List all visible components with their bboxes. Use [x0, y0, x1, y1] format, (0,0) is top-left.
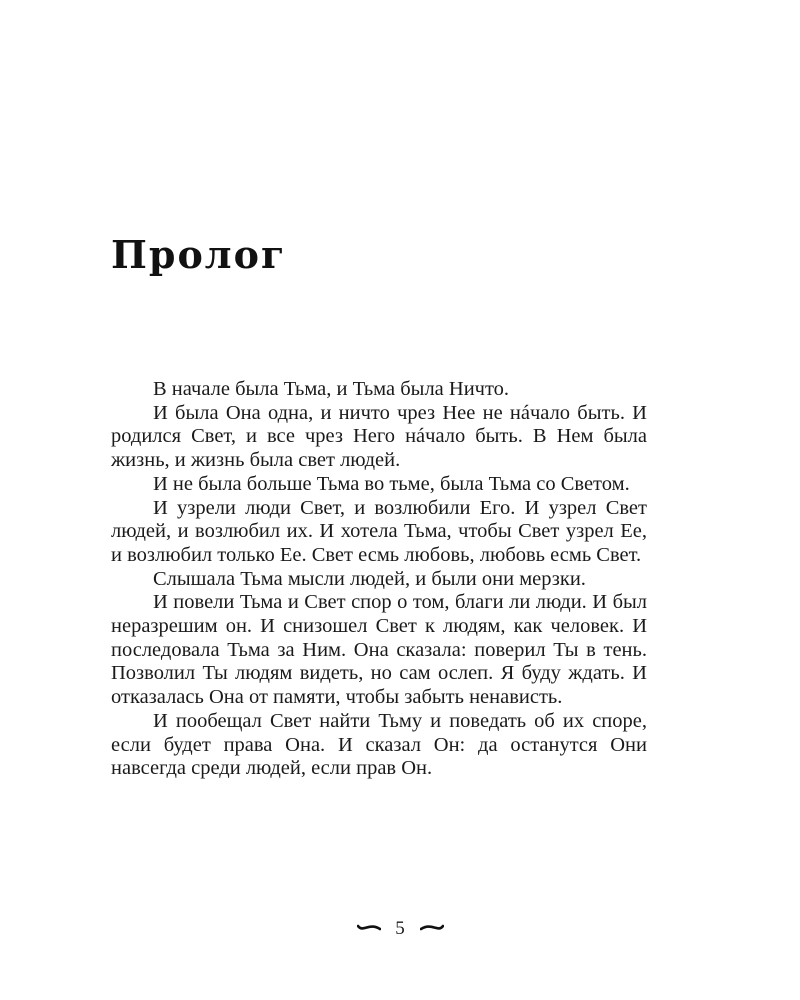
paragraph: И пообещал Свет найти Тьму и поведать об их споре, если будет права Она. И сказал Он: да останутся Они навсегда среди людей, если прав Он.: [111, 709, 647, 780]
paragraph: И узрели люди Свет, и возлюбили Его. И узрел Свет людей, и возлюбил их. И хотела Тьма, чтобы Свет узрел Ее, и возлюбил только Ее. Свет есмь любовь, любовь есмь Свет.: [111, 496, 647, 566]
swash-ornament-left-icon: [357, 917, 381, 941]
paragraph: Слышала Тьма мысли людей, и были они мерзки.: [153, 567, 586, 590]
paragraph: И повели Тьма и Свет спор о том, благи ли люди. И был неразрешим он. И снизошел Свет к людям, как человек. И последовала Тьма за Ним. Она сказала: поверил Ты в тень. Позволил Ты людям видеть, но сам ослеп. Я буду ждать. И отказалась Она от памяти, чтобы забыть ненависть.: [111, 591, 647, 709]
swash-ornament-right-icon: [420, 917, 444, 941]
chapter-text: [111, 378, 647, 781]
page-folio: [0, 916, 800, 941]
chapter-title: Пролог: [111, 232, 287, 277]
paragraph: В начале была Тьма, и Тьма была Ничто.: [153, 378, 510, 400]
page-number: 5: [395, 917, 405, 939]
paragraph: И была Она одна, и ничто чрез Нее не нáчало быть. И родился Свет, и все чрез Него нáчало быть. В Нем была жизнь, и жизнь была свет людей.: [111, 401, 647, 472]
paragraph: И не была больше Тьма во тьме, была Тьма со Светом.: [153, 472, 630, 495]
